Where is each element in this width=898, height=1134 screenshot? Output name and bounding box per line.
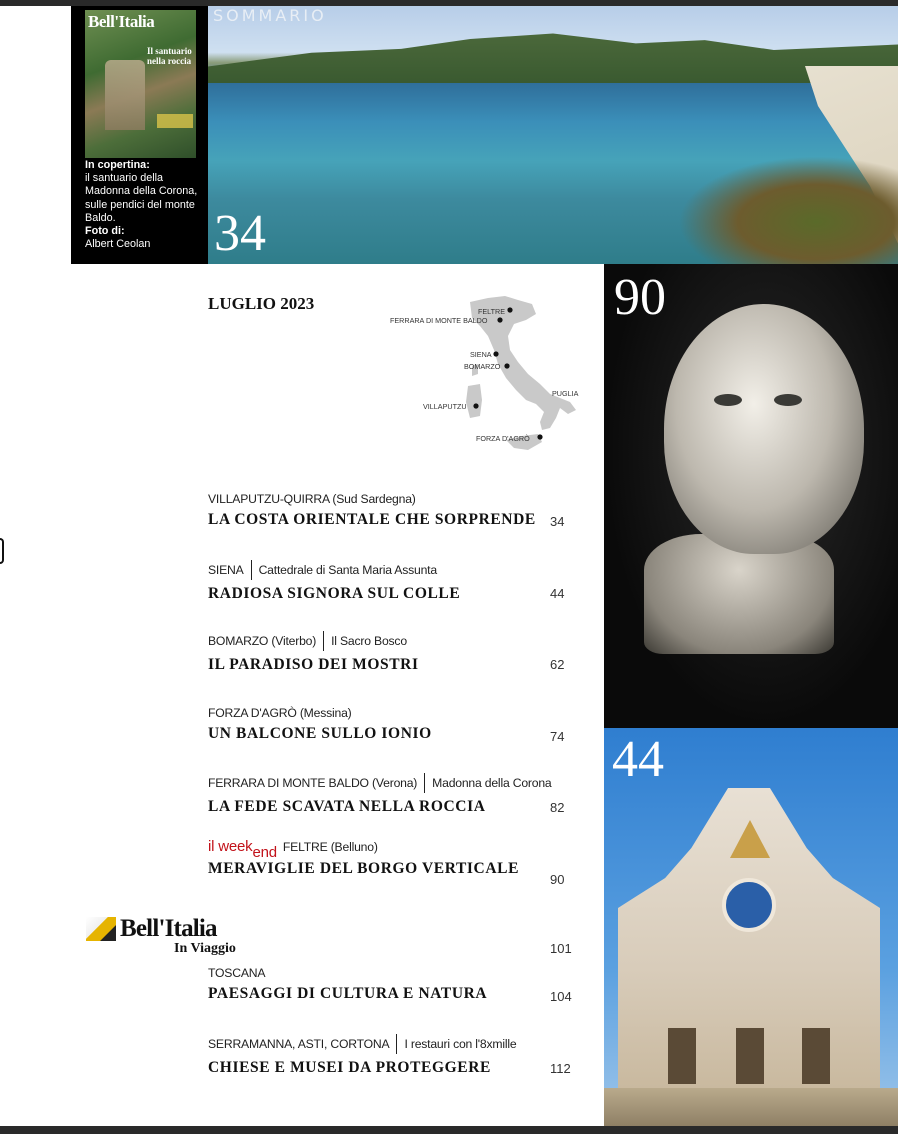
toc-place-text: SERRAMANNA, ASTI, CORTONA xyxy=(208,1037,390,1051)
caption-text: il santuario della Madonna della Corona, sulle pendici del monte Baldo. xyxy=(85,172,198,224)
toc-place-text: FORZA D'AGRÒ (Messina) xyxy=(208,706,352,720)
toc-headline: LA FEDE SCAVATA NELLA ROCCIA xyxy=(208,798,486,815)
photographer: Albert Ceolan xyxy=(85,238,151,251)
toc-headline: LA COSTA ORIENTALE CHE SORPRENDE xyxy=(208,511,536,528)
toc-page: 90 xyxy=(550,872,565,887)
toc-headline: IL PARADISO DEI MOSTRI xyxy=(208,656,419,673)
toc-page: 62 xyxy=(550,657,565,672)
photo-label: Foto di: xyxy=(85,225,125,238)
toc-place xyxy=(208,773,578,793)
bust-head xyxy=(664,304,864,554)
toc-place xyxy=(208,966,578,980)
map-label-bomarzo: BOMARZO xyxy=(464,362,501,371)
bust-eye-left xyxy=(714,394,742,406)
toc-place xyxy=(208,492,578,506)
bust-page-number: 90 xyxy=(614,269,666,326)
toc-page: 34 xyxy=(550,514,565,529)
toc-place-text: SIENA xyxy=(208,563,244,577)
bust-eye-right xyxy=(774,394,802,406)
in-viaggio-name: Bell'Italia xyxy=(120,915,217,942)
kicker-separator xyxy=(323,631,324,651)
brand-mark-icon xyxy=(86,917,116,941)
toc-place xyxy=(208,1034,578,1054)
duomo-door-left xyxy=(668,1028,696,1084)
toc-headline: CHIESE E MUSEI DA PROTEGGERE xyxy=(208,1059,491,1076)
in-viaggio-logo[interactable] xyxy=(86,913,246,959)
section-title: SOMMARIO xyxy=(213,6,327,25)
toc-entry-siena[interactable] xyxy=(208,560,578,603)
duomo-rose-window xyxy=(722,878,776,932)
map-label-puglia: PUGLIA xyxy=(552,389,579,398)
hero-coast-photo[interactable] xyxy=(208,6,898,264)
toc-place xyxy=(208,838,578,861)
toc-subtitle: Il Sacro Bosco xyxy=(331,634,407,648)
weekend-part2: end xyxy=(252,844,277,861)
cover-panel xyxy=(71,6,208,264)
toc-entry-serramanna[interactable] xyxy=(208,1034,578,1077)
duomo-door-right xyxy=(802,1028,830,1084)
caption-label: In copertina: xyxy=(85,159,150,171)
toc-place xyxy=(208,631,578,651)
toc-headline: UN BALCONE SULLO IONIO xyxy=(208,725,432,742)
duomo-door-center xyxy=(736,1028,764,1084)
cover-rock-image xyxy=(105,60,145,130)
toc-page: 44 xyxy=(550,586,565,601)
toc-page: 112 xyxy=(550,1061,571,1076)
toc-place-text: VILLAPUTZU-QUIRRA (Sud Sardegna) xyxy=(208,492,416,506)
toc-entry-toscana[interactable] xyxy=(208,966,578,1003)
hero-page-number: 34 xyxy=(214,205,266,262)
italy-map[interactable] xyxy=(390,290,600,460)
toc-subtitle: Madonna della Corona xyxy=(432,776,552,790)
toc-page: 104 xyxy=(550,989,572,1004)
bottom-border xyxy=(0,1126,898,1134)
toc-entry-bomarzo[interactable] xyxy=(208,631,578,674)
toc-page: 82 xyxy=(550,800,565,815)
duomo-plaza xyxy=(604,1088,898,1126)
weekend-part1: il week xyxy=(208,838,253,855)
toc-place xyxy=(208,560,578,580)
toc-headline: MERAVIGLIE DEL BORGO VERTICALE xyxy=(208,860,520,877)
in-viaggio-page: 101 xyxy=(550,941,572,956)
map-label-forza-dagro: FORZA D'AGRÒ xyxy=(476,434,530,443)
hero-hills xyxy=(208,28,898,83)
hero-shrub xyxy=(678,156,898,264)
toc-entry-feltre[interactable] xyxy=(208,838,578,887)
cover-caption xyxy=(85,159,205,251)
map-label-feltre: FELTRE xyxy=(478,307,506,316)
toc-place-text: TOSCANA xyxy=(208,966,266,980)
kicker-separator xyxy=(396,1034,397,1054)
toc-subtitle: I restauri con l'8xmille xyxy=(404,1037,517,1051)
toc-headline: PAESAGGI DI CULTURA E NATURA xyxy=(208,985,488,1002)
toc-place-text: FELTRE (Belluno) xyxy=(282,839,378,854)
bust-photo[interactable] xyxy=(604,264,898,728)
cover-badge xyxy=(157,114,193,128)
cover-masthead: Bell'Italia xyxy=(88,12,155,31)
toc-page: 74 xyxy=(550,729,565,744)
duomo-page-number: 44 xyxy=(612,731,664,788)
map-label-ferrara: FERRARA DI MONTE BALDO xyxy=(390,316,488,325)
weekend-logo xyxy=(208,838,277,861)
cover-headline: Il santuario nella roccia xyxy=(147,46,192,66)
toc-subtitle: Cattedrale di Santa Maria Assunta xyxy=(258,563,437,577)
map-label-siena: SIENA xyxy=(470,350,492,359)
toc-place-text: FERRARA DI MONTE BALDO (Verona) xyxy=(208,776,418,790)
kicker-separator xyxy=(251,560,252,580)
page-edge-mark xyxy=(0,538,4,564)
kicker-separator xyxy=(424,773,425,793)
map-label-villaputzu: VILLAPUTZU xyxy=(423,402,467,411)
cover-thumbnail[interactable] xyxy=(85,10,196,158)
toc-place-text: BOMARZO (Viterbo) xyxy=(208,634,317,648)
issue-date: LUGLIO 2023 xyxy=(208,294,315,313)
toc-entry-villaputzu[interactable] xyxy=(208,492,578,529)
toc-entry-forza-dagro[interactable] xyxy=(208,706,578,743)
toc-headline: RADIOSA SIGNORA SUL COLLE xyxy=(208,585,461,602)
in-viaggio-sub: In Viaggio xyxy=(174,941,236,956)
toc-entry-ferrara[interactable] xyxy=(208,773,578,816)
toc-place xyxy=(208,706,578,720)
duomo-photo[interactable] xyxy=(604,728,898,1126)
